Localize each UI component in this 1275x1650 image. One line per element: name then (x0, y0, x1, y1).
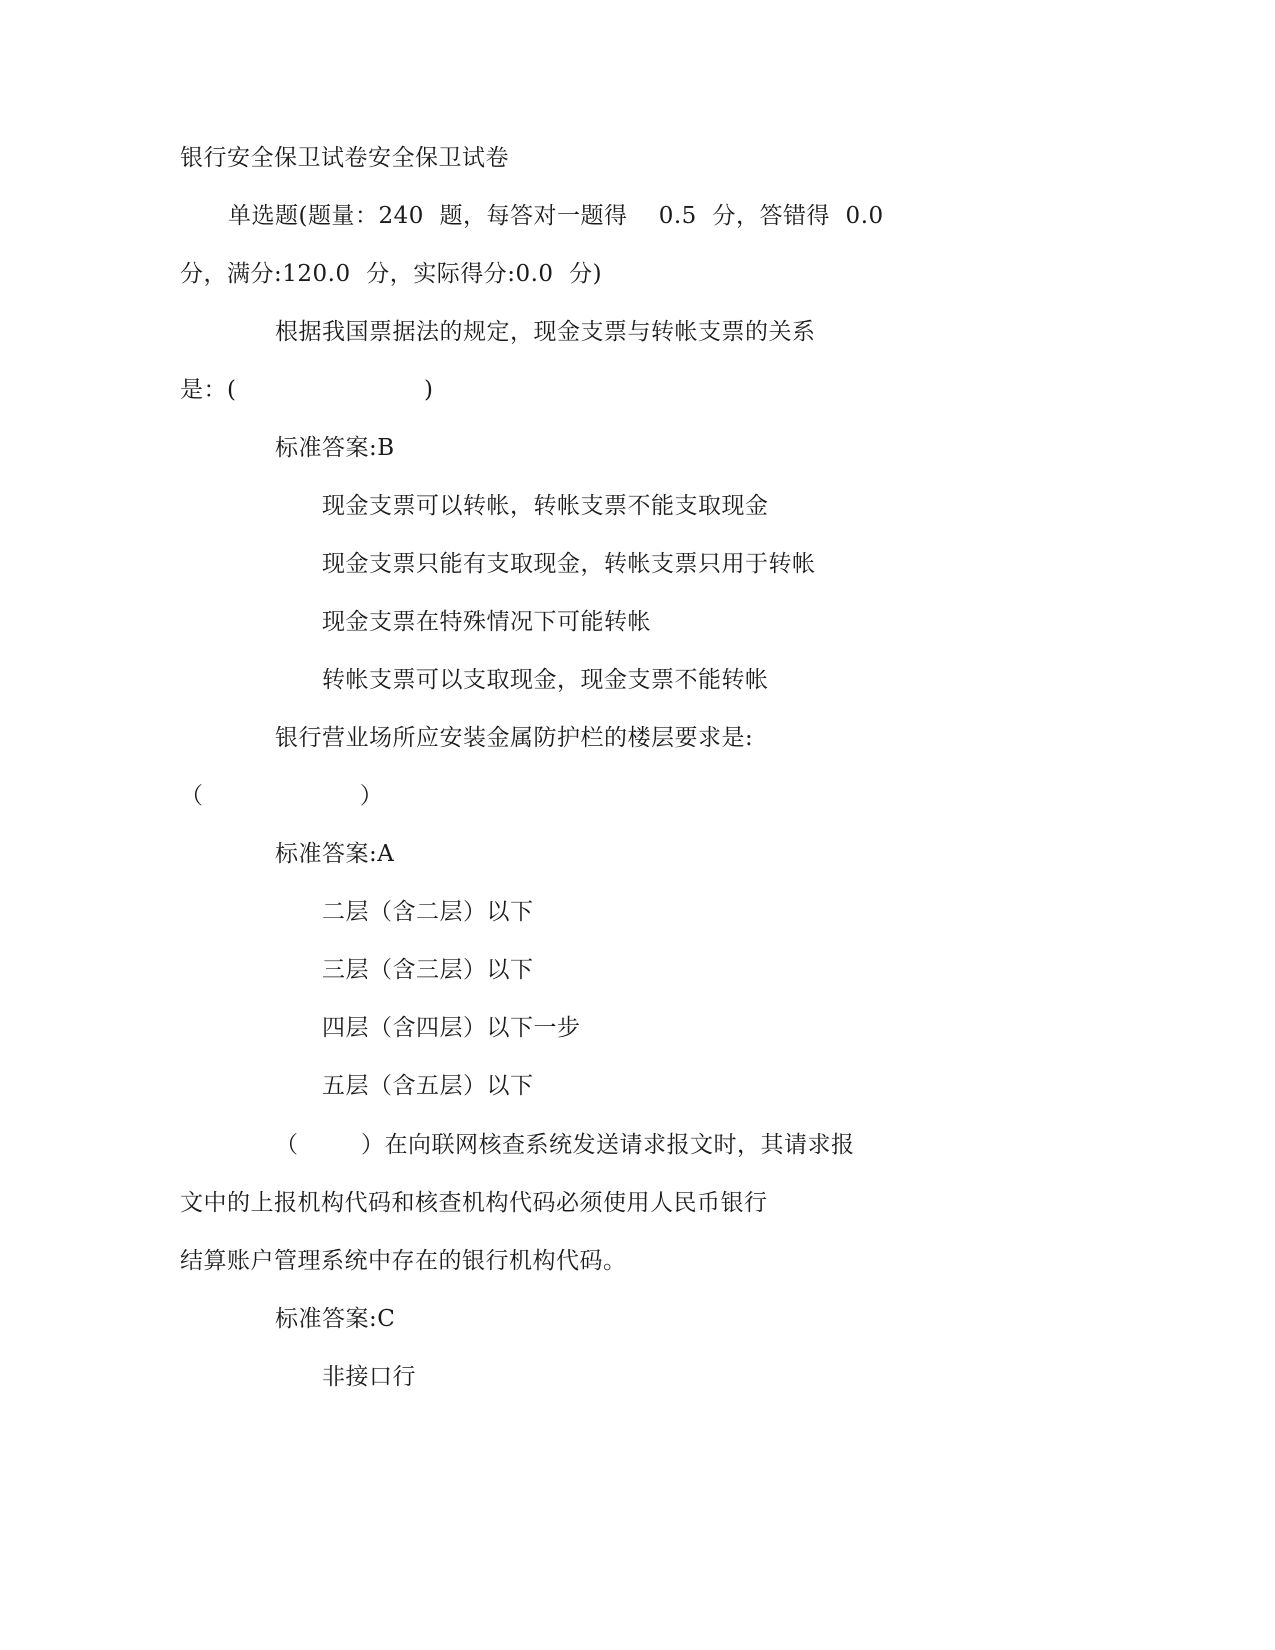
document-title: 银行安全保卫试卷安全保卫试卷 (180, 145, 509, 171)
question-2-stem-line-1: 银行营业场所应安装金属防护栏的楼层要求是: (275, 725, 754, 751)
section-header-line-1: 单选题(题量：240 题，每答对一题得 0.5 分，答错得 0.0 (228, 203, 884, 229)
question-1-option: 现金支票只能有支取现金，转帐支票只用于转帐 (322, 551, 816, 577)
question-3-stem-line-3: 结算账户管理系统中存在的银行机构代码。 (180, 1248, 627, 1274)
question-2-option: 四层（含四层）以下一步 (322, 1015, 581, 1041)
section-header-line-2: 分，满分:120.0 分，实际得分:0.0 分) (180, 261, 603, 287)
question-3-stem-line-1: （ ）在向联网核查系统发送请求报文时，其请求报 (275, 1132, 855, 1158)
question-2-option: 二层（含二层）以下 (322, 899, 534, 925)
question-3-option: 非接口行 (322, 1364, 416, 1390)
question-3-answer: 标准答案:C (275, 1306, 396, 1332)
question-1-stem-line-1: 根据我国票据法的规定，现金支票与转帐支票的关系 (275, 319, 816, 345)
question-1-option: 现金支票可以转帐，转帐支票不能支取现金 (322, 493, 769, 519)
question-2-stem-line-2: （ ） (180, 783, 384, 809)
question-1-stem-line-2: 是：( ) (180, 377, 434, 403)
question-3-stem-line-2: 文中的上报机构代码和核查机构代码必须使用人民币银行 (180, 1190, 768, 1216)
question-1-option: 转帐支票可以支取现金，现金支票不能转帐 (322, 667, 769, 693)
question-2-option: 三层（含三层）以下 (322, 957, 534, 983)
question-2-option: 五层（含五层）以下 (322, 1073, 534, 1099)
question-2-answer: 标准答案:A (275, 841, 395, 867)
question-1-option: 现金支票在特殊情况下可能转帐 (322, 609, 651, 635)
question-1-answer: 标准答案:B (275, 435, 395, 461)
